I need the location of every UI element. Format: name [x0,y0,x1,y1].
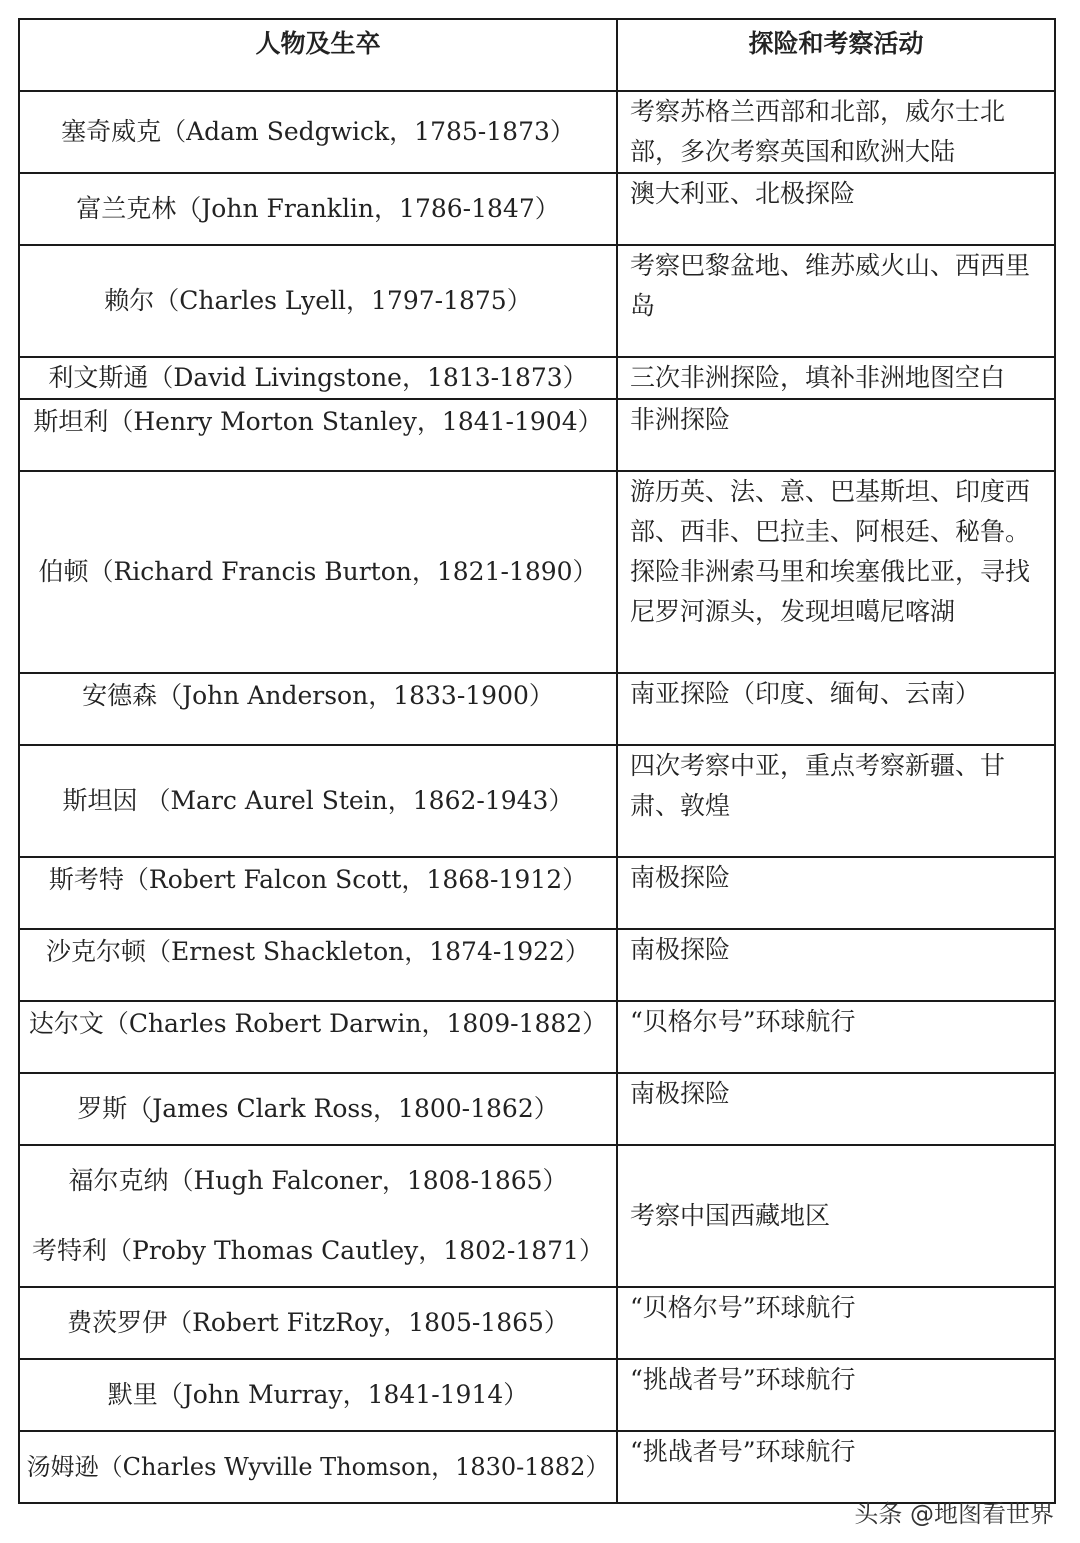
person-cell: 塞奇威克（Adam Sedgwick，1785-1873） [19,91,617,173]
table-row [19,1359,1055,1431]
person-cell: 斯坦利（Henry Morton Stanley，1841-1904） [19,399,617,471]
person-cell [19,1145,617,1287]
person-cell: 默里（John Murray，1841-1914） [19,1359,617,1431]
activity-cell [617,471,1055,673]
table-row [19,173,1055,245]
table-row [19,1287,1055,1359]
activity-cell: 考察巴黎盆地、维苏威火山、西西里岛 [617,245,1055,357]
activity-cell: 南极探险 [617,1073,1055,1145]
header-person: 人物及生卒 [19,19,617,91]
table-row [19,1001,1055,1073]
activity-line: 探险非洲索马里和埃塞俄比亚，寻找尼罗河源头，发现坦噶尼喀湖 [630,557,1031,626]
person-cell: 赖尔（Charles Lyell，1797-1875） [19,245,617,357]
table-row [19,745,1055,857]
header-row [19,19,1055,91]
table-row [19,357,1055,399]
activity-cell: “挑战者号”环球航行 [617,1359,1055,1431]
activity-cell: 非洲探险 [617,399,1055,471]
activity-cell: 考察中国西藏地区 [617,1145,1055,1287]
activity-cell: 南极探险 [617,857,1055,929]
person-cell: 沙克尔顿（Ernest Shackleton，1874-1922） [19,929,617,1001]
person-cell: 费茨罗伊（Robert FitzRoy，1805-1865） [19,1287,617,1359]
person-cell: 斯坦因 （Marc Aurel Stein，1862-1943） [19,745,617,857]
activity-cell: 南极探险 [617,929,1055,1001]
activity-cell: “挑战者号”环球航行 [617,1431,1055,1503]
explorers-table [18,18,1056,1504]
activity-cell: 澳大利亚、北极探险 [617,173,1055,245]
table-row [19,1431,1055,1503]
activity-line: 游历英、法、意、巴基斯坦、印度西部、西非、巴拉圭、阿根廷、秘鲁。 [630,477,1031,546]
spacer [20,1201,616,1231]
table-row [19,857,1055,929]
header-activity: 探险和考察活动 [617,19,1055,91]
person-cell: 利文斯通（David Livingstone，1813-1873） [19,357,617,399]
table-row [19,91,1055,173]
table-row [19,1073,1055,1145]
table-row [19,399,1055,471]
table-row [19,471,1055,673]
person-cell: 罗斯（James Clark Ross，1800-1862） [19,1073,617,1145]
watermark: 头条 @地图看世界 [854,1500,1054,1528]
table-row [19,1145,1055,1287]
activity-cell: “贝格尔号”环球航行 [617,1287,1055,1359]
person-cell: 富兰克林（John Franklin，1786-1847） [19,173,617,245]
person-cell: 达尔文（Charles Robert Darwin，1809-1882） [19,1001,617,1073]
person-cell: 伯顿（Richard Francis Burton，1821-1890） [19,471,617,673]
person-cell: 安德森（John Anderson，1833-1900） [19,673,617,745]
table-row [19,245,1055,357]
activity-cell: “贝格尔号”环球航行 [617,1001,1055,1073]
activity-cell: 南亚探险（印度、缅甸、云南） [617,673,1055,745]
person-cell: 斯考特（Robert Falcon Scott，1868-1912） [19,857,617,929]
person-name: 福尔克纳（Hugh Falconer，1808-1865） [68,1166,568,1195]
person-name: 考特利（Proby Thomas Cautley，1802-1871） [32,1236,604,1265]
table-row [19,673,1055,745]
activity-cell: 四次考察中亚，重点考察新疆、甘肃、敦煌 [617,745,1055,857]
activity-cell: 三次非洲探险，填补非洲地图空白 [617,357,1055,399]
person-cell: 汤姆逊（Charles Wyville Thomson，1830-1882） [19,1431,617,1503]
table-row [19,929,1055,1001]
activity-cell: 考察苏格兰西部和北部，威尔士北部，多次考察英国和欧洲大陆 [617,91,1055,173]
